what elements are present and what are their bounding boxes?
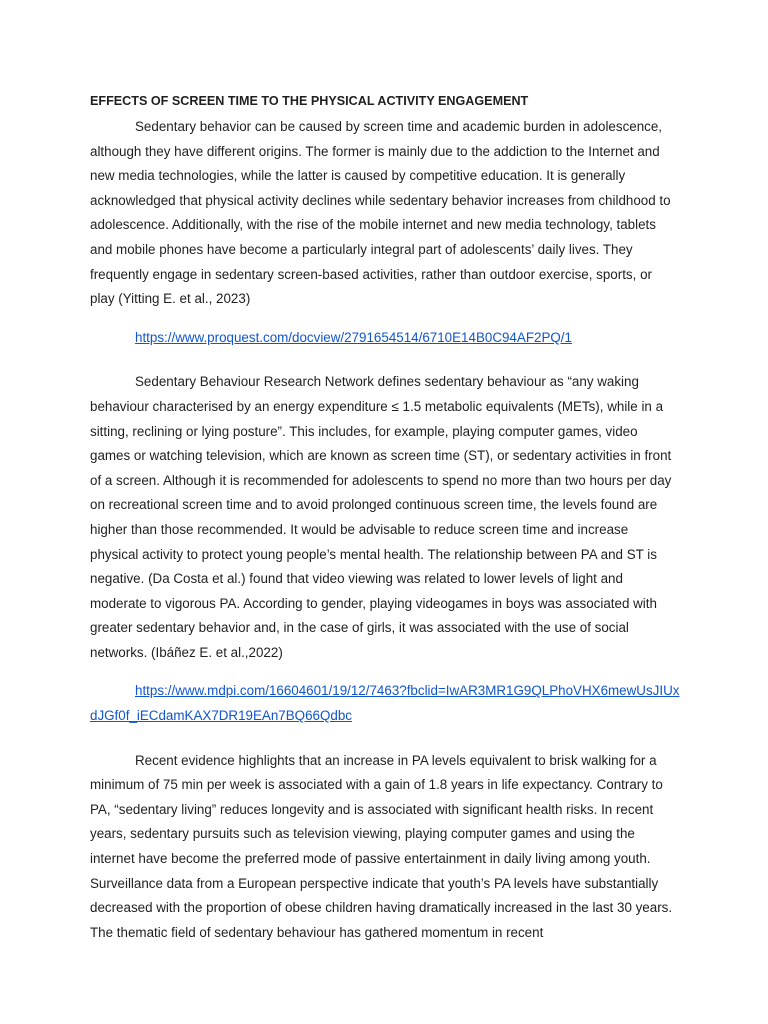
- document-page: [90, 91, 680, 945]
- reference-link-2[interactable]: [90, 679, 680, 728]
- reference-link-2-anchor[interactable]: https://www.mdpi.com/16604601/19/12/7463?fbclid=IwAR3MR1G9QLPhoVHX6mewUsJIUxdJGf0f_iECdamKAX7DR19EAn7BQ66Qdbc: [90, 683, 680, 724]
- reference-link-1[interactable]: [90, 326, 680, 351]
- reference-link-1-anchor[interactable]: https://www.proquest.com/docview/2791654514/6710E14B0C94AF2PQ/1: [135, 329, 572, 345]
- paragraph-3: Recent evidence highlights that an increase in PA levels equivalent to brisk walking for a minimum of 75 min per week is associated with a gain of 1.8 years in life expectancy. Contrary to PA, “sedentary living” reduces longevity and is associated with significant health risks. In recent years, sedentary pursuits such as television viewing, playing computer games and using the internet have become the preferred mode of passive entertainment in daily living among youth. Surveillance data from a European perspective indicate that youth’s PA levels have substantially decreased with the proportion of obese children having dramatically increased in the last 30 years. The thematic field of sedentary behaviour has gathered momentum in recent: [90, 752, 673, 940]
- paragraph-2: Sedentary Behaviour Research Network defines sedentary behaviour as “any waking behaviour characterised by an energy expenditure ≤ 1.5 metabolic equivalents (METs), while in a sitting, reclining or lying posture”. This includes, for example, playing computer games, video games or watching television, which are known as screen time (ST), or sedentary activities in front of a screen. Although it is recommended for adolescents to spend no more than two hours per day on recreational screen time and to avoid prolonged continuous screen time, the levels found are higher than those recommended. It would be advisable to reduce screen time and increase physical activity to protect young people’s mental health. The relationship between PA and ST is negative. (Da Costa et al.) found that video viewing was related to lower levels of light and moderate to vigorous PA. According to gender, playing videogames in boys was associated with greater sedentary behavior and, in the case of girls, it was associated with the use of social networks. (Ibáñez E. et al.,2022): [90, 374, 672, 660]
- paragraph-1: Sedentary behavior can be caused by screen time and academic burden in adolescence, although they have different origins. The former is mainly due to the addiction to the Internet and new media technologies, while the latter is caused by competitive education. It is generally acknowledged that physical activity declines while sedentary behavior increases from childhood to adolescence. Additionally, with the rise of the mobile internet and new media technology, tablets and mobile phones have become a particularly integral part of adolescents’ daily lives. They frequently engage in sedentary screen-based activities, rather than outdoor exercise, sports, or play (Yitting E. et al., 2023): [90, 119, 671, 307]
- document-title: EFFECTS OF SCREEN TIME TO THE PHYSICAL ACTIVITY ENGAGEMENT: [90, 94, 529, 108]
